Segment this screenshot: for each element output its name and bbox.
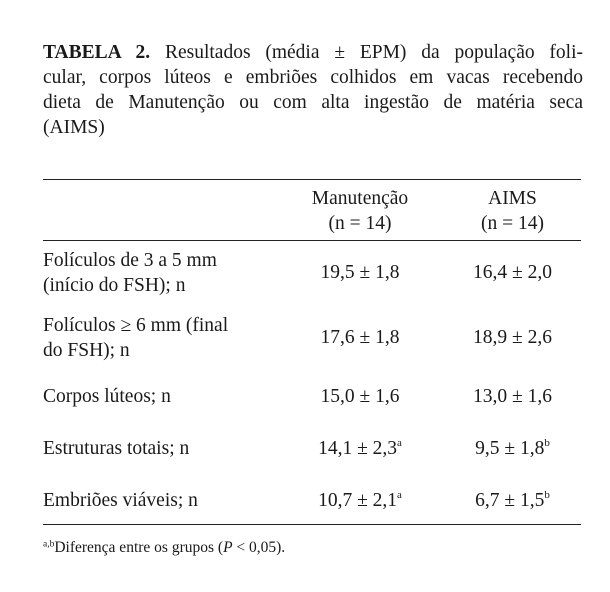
caption-text-1: Resultados (média ± EPM) da população foli-	[164, 42, 584, 63]
caption-line-2: cular, corpos lúteos e embriões colhidos em vacas recebendo	[43, 67, 583, 88]
column-header-name: AIMS	[488, 188, 537, 209]
table-cell	[440, 436, 585, 461]
table-cell	[440, 325, 585, 350]
cell-value: 19,5 ± 1,8	[320, 262, 400, 283]
cell-value: 9,5 ± 1,8	[475, 438, 545, 459]
table-cell	[290, 260, 430, 285]
table-cell	[290, 325, 430, 350]
row-label-line: do FSH); n	[43, 340, 130, 361]
header-rule	[43, 240, 581, 241]
row-label-line: Corpos lúteos; n	[43, 386, 171, 407]
table-cell	[290, 436, 430, 461]
table-cell	[440, 384, 585, 409]
superscript: b	[544, 488, 550, 501]
caption-line-4: (AIMS)	[43, 117, 105, 138]
cell-value: 10,7 ± 2,1	[318, 490, 398, 511]
column-header-name: Manutenção	[311, 188, 409, 209]
caption-line-3: dieta de Manutenção ou com alta ingestão de matéria seca	[43, 92, 583, 113]
cell-value: 13,0 ± 1,6	[473, 386, 552, 407]
cell-value: 17,6 ± 1,8	[320, 327, 400, 348]
caption-line-1	[43, 40, 583, 65]
row-label-embrioes-viaveis	[43, 488, 293, 513]
column-header-manutencao	[290, 186, 430, 236]
table-footnote	[43, 537, 285, 559]
table-top-rule	[43, 179, 581, 180]
row-label-foliculos-6	[43, 313, 293, 363]
cell-value: 16,4 ± 2,0	[473, 262, 552, 283]
column-header-aims	[440, 186, 585, 236]
table-cell	[440, 260, 585, 285]
cell-value: 6,7 ± 1,5	[475, 490, 545, 511]
footnote-marker: a,b	[43, 539, 55, 550]
cell-value: 15,0 ± 1,6	[320, 386, 400, 407]
table-cell	[290, 384, 430, 409]
footnote-p-symbol: P	[223, 539, 233, 556]
column-header-n: (n = 14)	[328, 213, 392, 234]
row-label-estruturas-totais	[43, 436, 293, 461]
row-label-line: (início do FSH); n	[43, 275, 186, 296]
superscript: a	[397, 436, 402, 449]
table-cell	[440, 488, 585, 513]
row-label-line: Estruturas totais; n	[43, 438, 190, 459]
table-cell	[290, 488, 430, 513]
table-caption	[43, 40, 583, 140]
footnote-text: Diferença entre os grupos (	[54, 539, 224, 556]
table-label: TABELA 2.	[43, 42, 151, 63]
table-bottom-rule	[43, 524, 581, 525]
column-header-n: (n = 14)	[481, 213, 544, 234]
cell-value: 18,9 ± 2,6	[473, 327, 552, 348]
row-label-line: Folículos ≥ 6 mm (final	[43, 315, 229, 336]
superscript: a	[397, 488, 402, 501]
superscript: b	[544, 436, 550, 449]
row-label-line: Embriões viáveis; n	[43, 490, 198, 511]
cell-value: 14,1 ± 2,3	[318, 438, 398, 459]
row-label-line: Folículos de 3 a 5 mm	[43, 250, 217, 271]
footnote-text: < 0,05).	[232, 539, 286, 556]
row-label-foliculos-3-5	[43, 248, 293, 298]
row-label-corpos-luteos	[43, 384, 293, 409]
